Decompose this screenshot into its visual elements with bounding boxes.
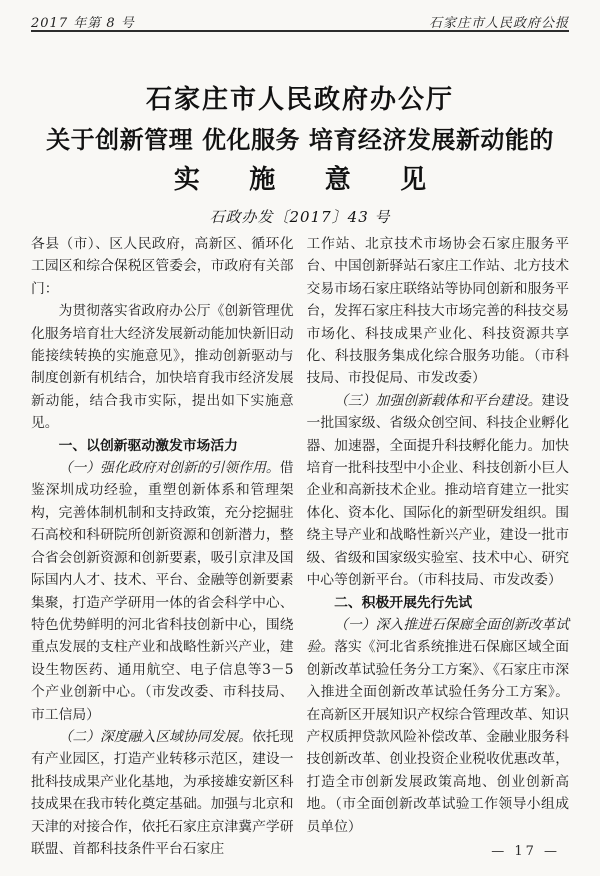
running-head	[31, 12, 569, 31]
body-paragraph	[31, 233, 294, 300]
text-segment-normal: 各县（市）、区人民政府，高新区、循环化工园区和综合保税区管委会，市政府有关部门：	[31, 236, 294, 297]
text-segment-kaiti: （一）强化政府对创新的引领作用。	[58, 460, 280, 477]
text-segment-normal: 为贯彻落实省政府办公厅《创新管理优化服务培育壮大经济发展新动能加快新旧动能接续转换的实施意见》，推动创新驱动与制度创新有机结合，加快培育我市经济发展新动能，结合我市实际，提出如下实施意见。	[31, 303, 294, 432]
body-paragraph	[307, 390, 570, 592]
body-paragraph	[307, 233, 570, 390]
text-segment-normal: 落实《河北省系统推进石保廊区域全面创新改革试验任务分工方案》、《石家庄市深入推进全面创新改革试验任务分工方案》。在高新区开展知识产权综合管理改革、知识产权质押贷款风险补偿改革、金融业服务科技创新改革、创业投资企业税收优惠改革，打造全市创新发展政策高地、创业创新高地。（市全面创新改革试验工作领导小组成员单位）	[306, 639, 570, 835]
body-paragraph	[31, 457, 294, 726]
text-segment-normal: 工作站、北京技术市场协会石家庄服务平台、中国创新驿站石家庄工作站、北方技术交易市场石家庄联络站等协同创新和服务平台，发挥石家庄科技大市场完善的科技交易市场化、科技成果产业化、科技资源共享化、科技服务集成化综合服务功能。（市科技局、市投促局、市发改委）	[306, 236, 569, 387]
document-number: 石政办发〔2017〕43 号	[209, 208, 391, 226]
body-paragraph	[31, 300, 294, 434]
document-title	[16, 80, 584, 227]
text-segment-kaiti: （二）深度融入区域协同发展。	[58, 728, 253, 745]
page-number: — 17 —	[491, 844, 560, 859]
left-column	[31, 233, 294, 860]
title-subject: 关于创新管理 优化服务 培育经济发展新动能的	[46, 125, 554, 154]
issue-number: 2017 年第 8 号	[31, 16, 135, 31]
title-issuing-office: 石家庄市人民政府办公厅	[145, 85, 454, 115]
text-segment-normal: 依托现有产业园区，打造产业转移示范区，建设一批科技成果产业化基地，为承接雄安新区科技成果在我市转化奠定基础。加强与北京和天津的对接合作，依托石家庄京津冀产学研联盟、首都科技条件平台石家庄	[31, 728, 294, 857]
text-segment-normal: 借鉴深圳成功经验，重塑创新体系和管理架构，完善体制机制和支持政策，充分挖掘驻石高校和科研院所创新资源和创新潜力，整合省会创新资源和创新要素，吸引京津及国际国内人才、技术、平台、金融等创新要素集聚，打造产学研用一体的省会科学中心、特色优势鲜明的河北省科技创新中心，围绕重点发展的支柱产业和战略性新兴产业，建设生物医药、通用航空、电子信息等3－5个产业创新中心。（市发改委、市科技局、市工信局）	[31, 460, 294, 723]
section-heading	[307, 592, 570, 614]
text-segment-kaiti: （一）深入推进石保廊全面创新改革试验。	[306, 616, 569, 656]
text-segment-kaiti: （三）加强创新载体和平台建设。	[334, 392, 542, 409]
title-doc-type: 实 施 意 见	[173, 165, 438, 195]
right-column	[307, 233, 570, 860]
header-rule	[31, 30, 569, 32]
gazette-name: 石家庄市人民政府公报	[428, 16, 569, 31]
text-segment-normal: 建设一批国家级、省级众创空间、科技企业孵化器、加速器，全面提升科技孵化能力。加快培育一批科技型中小企业、科技创新小巨人企业和高新技术企业。推动培育建立一批实体化、资本化、国际化的新型研发组织。围绕主导产业和战略性新兴产业，建设一批市级、省级和国家级实验室、技术中心、研究中心等创新平台。（市科技局、市发改委）	[306, 392, 570, 589]
section-heading	[31, 435, 294, 457]
body-paragraph	[307, 614, 570, 838]
text-segment-heading: 一、以创新驱动激发市场活力	[58, 437, 238, 454]
text-segment-heading: 二、积极开展先行先试	[334, 594, 473, 611]
body-columns	[31, 233, 569, 860]
body-paragraph	[31, 726, 294, 860]
